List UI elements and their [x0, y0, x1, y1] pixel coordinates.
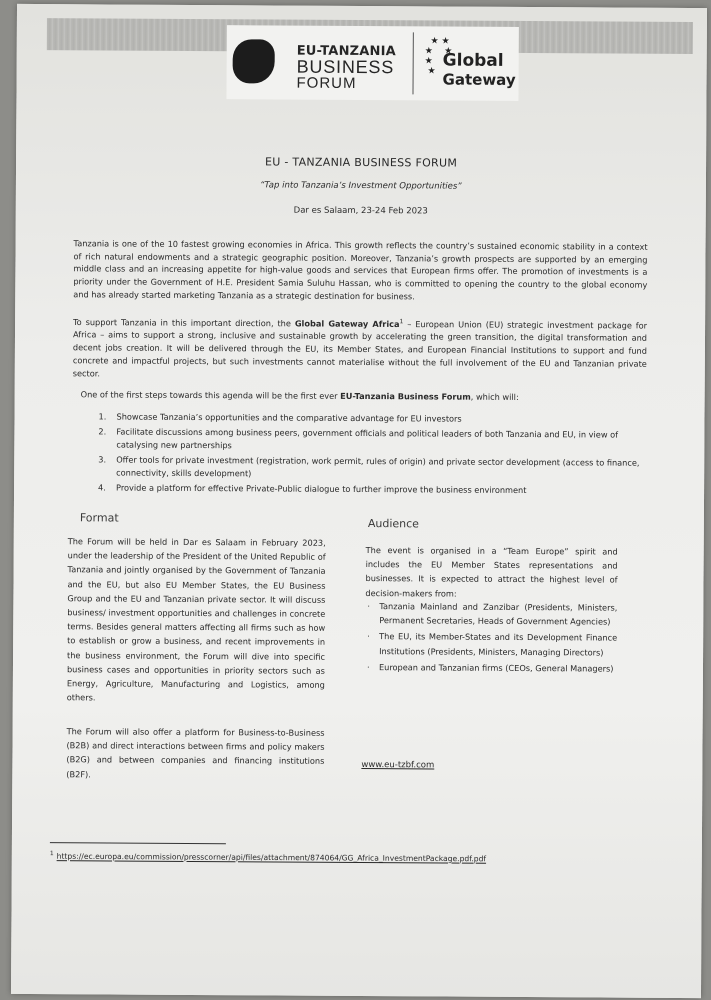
- list-item: · Tanzania Mainland and Zanzibar (Presidents, Ministers, Permanent Secretaries, Heads of Government Agencies): [367, 601, 618, 627]
- format-paragraph-1: The Forum will be held in Dar es Salaam in February 2023, under the leadership of the President of the United Republic of Tanzania and jointly organised by the Government of Tanzania and the EU, but also EU Member States, the EU Business Group and the EU and Tanzanian private sector. It will discuss business/ investment opportunities and challenges in concrete terms. Besides general matters affecting all firms such as how to establish or grow a business, and recent improvements in the business environment, the Forum will dive into specific business cases and opportunities in priority sectors such as Energy, Agriculture, Manufacturing and Logistics, among others.: [66, 536, 326, 703]
- audience-heading: Audience: [367, 517, 419, 531]
- list-item: 1. Showcase Tanzania’s opportunities and the comparative advantage for EU investors: [98, 411, 462, 424]
- footnote-ref: 1: [399, 318, 404, 326]
- eu-stars-icon: ★ ★ ★ ★ ★ ★: [424, 36, 453, 77]
- list-item: 4. Provide a platform for effective Private-Public dialogue to further improve the business environment: [98, 482, 527, 496]
- list-item: · European and Tanzanian firms (CEOs, General Managers): [366, 661, 614, 674]
- event-date: Dar es Salaam, 23-24 Feb 2023: [293, 205, 428, 217]
- forum-logo-line2: BUSINESS: [296, 56, 395, 78]
- format-heading: Format: [79, 511, 119, 525]
- format-paragraph-2: The Forum will also offer a platform for Business-to-Business (B2B) and direct interactions between firms and policy makers (B2G) and between companies and financing institutions (B2F).: [66, 726, 325, 779]
- forum-logo-line3: FORUM: [296, 74, 357, 92]
- audience-intro: The event is organised in a “Team Europe” spirit and includes the EU Member States representations and businesses. It is expected to attract the highest level of decision-makers from:: [365, 545, 618, 599]
- global-gateway-line1: Global: [442, 50, 504, 71]
- intro-paragraph-1: Tanzania is one of the 10 fastest growing economies in Africa. This growth reflects the country’s sustained economic stability in a context of rich natural endowments and a strategic geographic position. Moreover, Tanzania’s growth prospects are supported by an emerging middle class and an increasing appetite for high-value goods and services that European firms offer. The promotion of investments is a priority under the Government of H.E. President Samia Suluhu Hassan, who is committed to opening the country to the global economy and has already started marketing Tanzania as a strategic destination for business.: [73, 238, 648, 302]
- list-item: 3. Offer tools for private investment (registration, work permit, rules of origin) and private sector development (access to finance, connectivity, skills development): [98, 454, 640, 479]
- forum-logo-line1: EU-TANZANIA: [296, 43, 396, 60]
- intro-paragraph-2: To support Tanzania in this important direction, the Global Gateway Africa$^1$ – European Union (EU) strategic investment package for Africa – aims to support a strong, inclusive and sustainable growth by accelerating the green transition, the digital transformation and decent jobs creation. It will be delivered through the EU, its Member States, and European Financial Institutions to support and fund concrete and impactful projects, but such investments cannot materialise without the full involvement of the EU and Tanzanian private sector.: [72, 316, 648, 378]
- audience-list: [365, 599, 617, 678]
- website-link[interactable]: www.eu-tzbf.com: [361, 760, 435, 771]
- intro-paragraph-3: One of the first steps towards this agenda will be the first ever EU-Tanzania Business Forum, which will:: [80, 389, 519, 402]
- africa-map-icon: [233, 39, 275, 83]
- footnote-number: 1: [49, 850, 54, 858]
- footnote-link[interactable]: https://ec.europa.eu/commission/presscorner/api/files/attachment/874064/GG_Africa_InvestmentPackage.pdf.pdf: [56, 851, 487, 864]
- page-subtitle: “Tap into Tanzania’s Investment Opportunities”: [260, 180, 462, 192]
- logo-divider: [412, 32, 413, 94]
- objectives-list: [80, 410, 647, 500]
- logo-block: [226, 25, 518, 101]
- global-gateway-line2: Gateway: [442, 70, 516, 89]
- list-item: 2. Facilitate discussions among business peers, government officials and political leaders of both Tanzania and EU, in view of catalysing new partnerships: [98, 426, 619, 451]
- document-page: [11, 4, 707, 998]
- page-title: EU - TANZANIA BUSINESS FORUM: [264, 155, 458, 170]
- paper-shading: [11, 4, 707, 998]
- list-item: · The EU, its Member-States and its Development Finance Institutions (Presidents, Ministers, Managing Directors): [367, 631, 618, 658]
